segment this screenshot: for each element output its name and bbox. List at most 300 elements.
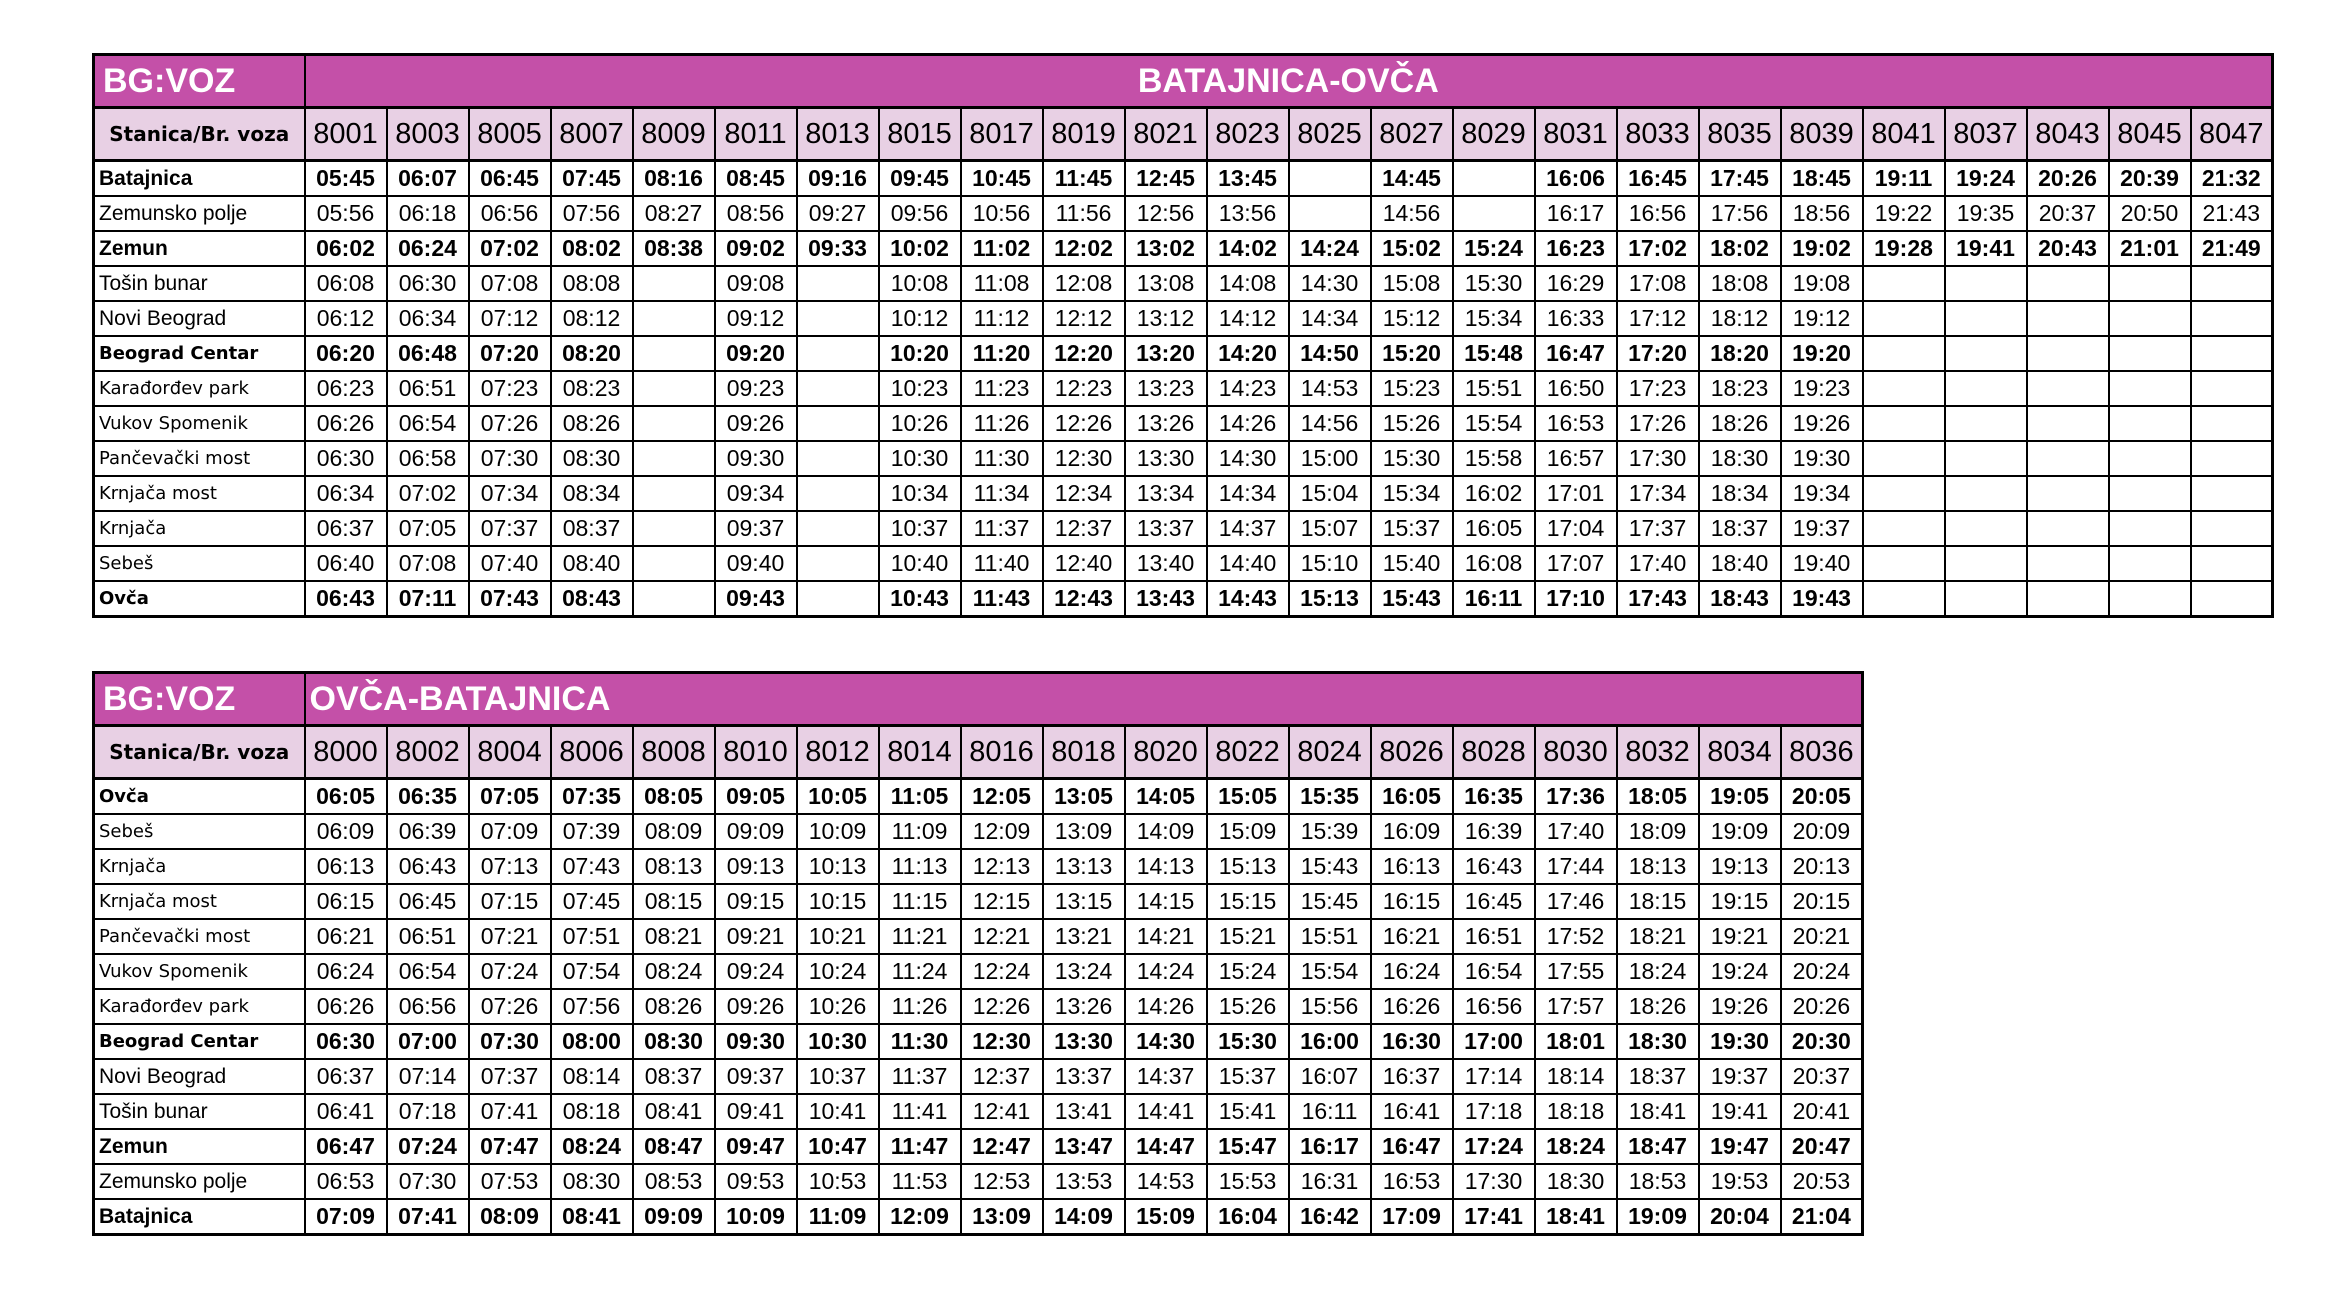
departure-time: 07:56 [551, 196, 633, 231]
departure-time: 18:24 [1617, 954, 1699, 989]
departure-time: 09:37 [715, 1059, 797, 1094]
departure-time: 06:47 [305, 1129, 387, 1164]
station-name: Krnjača [94, 511, 305, 546]
departure-time: 12:21 [961, 919, 1043, 954]
departure-time: 17:04 [1535, 511, 1617, 546]
departure-time: 19:21 [1699, 919, 1781, 954]
station-name: Tošin bunar [94, 266, 305, 301]
departure-time: 14:45 [1371, 161, 1453, 197]
departure-time [1945, 546, 2027, 581]
departure-time: 10:34 [879, 476, 961, 511]
departure-time: 18:37 [1617, 1059, 1699, 1094]
departure-time: 14:37 [1125, 1059, 1207, 1094]
departure-time: 06:02 [305, 231, 387, 266]
departure-time: 12:41 [961, 1094, 1043, 1129]
departure-time: 10:56 [961, 196, 1043, 231]
station-row-ovca [94, 779, 1863, 815]
departure-time: 11:30 [961, 441, 1043, 476]
departure-time: 08:00 [551, 1024, 633, 1059]
departure-time: 16:26 [1371, 989, 1453, 1024]
departure-time: 08:23 [551, 371, 633, 406]
departure-time: 19:53 [1699, 1164, 1781, 1199]
departure-time: 07:24 [469, 954, 551, 989]
departure-time: 06:12 [305, 301, 387, 336]
departure-time: 08:26 [633, 989, 715, 1024]
departure-time: 08:08 [551, 266, 633, 301]
departure-time: 07:43 [551, 849, 633, 884]
departure-time: 13:05 [1043, 779, 1125, 815]
departure-time: 07:30 [387, 1164, 469, 1199]
departure-time [1863, 511, 1945, 546]
departure-time: 16:13 [1371, 849, 1453, 884]
departure-time: 15:48 [1453, 336, 1535, 371]
departure-time [633, 406, 715, 441]
departure-time: 06:43 [387, 849, 469, 884]
departure-time: 16:47 [1535, 336, 1617, 371]
train-number-8017: 8017 [961, 108, 1043, 161]
departure-time: 06:45 [387, 884, 469, 919]
station-name: Tošin bunar [94, 1094, 305, 1129]
departure-time: 17:30 [1617, 441, 1699, 476]
departure-time: 20:24 [1781, 954, 1863, 989]
departure-time: 09:20 [715, 336, 797, 371]
departure-time: 19:09 [1617, 1199, 1699, 1235]
departure-time: 13:56 [1207, 196, 1289, 231]
departure-time: 08:30 [551, 1164, 633, 1199]
departure-time: 17:10 [1535, 581, 1617, 617]
departure-time: 06:24 [387, 231, 469, 266]
departure-time: 09:53 [715, 1164, 797, 1199]
departure-time: 20:53 [1781, 1164, 1863, 1199]
departure-time [2027, 371, 2109, 406]
departure-time: 06:26 [305, 406, 387, 441]
station-name: Krnjača [94, 849, 305, 884]
departure-time: 12:26 [1043, 406, 1125, 441]
departure-time: 13:37 [1043, 1059, 1125, 1094]
departure-time: 14:23 [1207, 371, 1289, 406]
departure-time: 16:02 [1453, 476, 1535, 511]
departure-time: 18:41 [1617, 1094, 1699, 1129]
departure-time: 19:15 [1699, 884, 1781, 919]
departure-time [2027, 336, 2109, 371]
departure-time: 10:05 [797, 779, 879, 815]
departure-time: 07:39 [551, 814, 633, 849]
departure-time: 13:23 [1125, 371, 1207, 406]
train-number-8028: 8028 [1453, 726, 1535, 779]
departure-time: 21:32 [2191, 161, 2273, 197]
departure-time: 20:26 [2027, 161, 2109, 197]
departure-time: 06:53 [305, 1164, 387, 1199]
departure-time: 17:02 [1617, 231, 1699, 266]
departure-time: 14:41 [1125, 1094, 1207, 1129]
departure-time: 11:20 [961, 336, 1043, 371]
departure-time [797, 406, 879, 441]
departure-time [633, 266, 715, 301]
title-band [94, 55, 2273, 108]
departure-time: 15:09 [1125, 1199, 1207, 1235]
departure-time: 10:13 [797, 849, 879, 884]
train-number-8022: 8022 [1207, 726, 1289, 779]
station-row-krnjaca-most [94, 884, 1863, 919]
departure-time: 07:54 [551, 954, 633, 989]
departure-time: 10:12 [879, 301, 961, 336]
departure-time [1945, 476, 2027, 511]
departure-time: 17:24 [1453, 1129, 1535, 1164]
departure-time: 21:49 [2191, 231, 2273, 266]
departure-time: 09:30 [715, 441, 797, 476]
station-row-batajnica [94, 1199, 1863, 1235]
departure-time: 08:20 [551, 336, 633, 371]
departure-time: 17:40 [1617, 546, 1699, 581]
departure-time: 12:53 [961, 1164, 1043, 1199]
departure-time: 17:40 [1535, 814, 1617, 849]
departure-time: 13:13 [1043, 849, 1125, 884]
departure-time: 17:37 [1617, 511, 1699, 546]
departure-time: 16:56 [1617, 196, 1699, 231]
departure-time: 06:34 [305, 476, 387, 511]
departure-time [633, 371, 715, 406]
departure-time: 07:05 [469, 779, 551, 815]
departure-time: 13:34 [1125, 476, 1207, 511]
departure-time: 10:24 [797, 954, 879, 989]
train-number-8013: 8013 [797, 108, 879, 161]
departure-time: 09:37 [715, 511, 797, 546]
departure-time: 16:50 [1535, 371, 1617, 406]
departure-time [1945, 406, 2027, 441]
station-row-batajnica [94, 161, 2273, 197]
departure-time [633, 546, 715, 581]
departure-time: 15:30 [1371, 441, 1453, 476]
train-number-8006: 8006 [551, 726, 633, 779]
departure-time: 08:34 [551, 476, 633, 511]
departure-time: 16:17 [1289, 1129, 1371, 1164]
departure-time [2109, 406, 2191, 441]
station-name: Ovča [94, 779, 305, 815]
departure-time: 07:26 [469, 406, 551, 441]
departure-time: 08:15 [633, 884, 715, 919]
departure-time: 17:55 [1535, 954, 1617, 989]
departure-time: 09:08 [715, 266, 797, 301]
departure-time: 20:39 [2109, 161, 2191, 197]
departure-time [2109, 546, 2191, 581]
departure-time: 19:40 [1781, 546, 1863, 581]
departure-time: 13:26 [1043, 989, 1125, 1024]
departure-time: 07:11 [387, 581, 469, 617]
departure-time: 11:02 [961, 231, 1043, 266]
departure-time: 19:34 [1781, 476, 1863, 511]
departure-time: 07:18 [387, 1094, 469, 1129]
departure-time: 15:40 [1371, 546, 1453, 581]
departure-time: 08:30 [633, 1024, 715, 1059]
train-number-8000: 8000 [305, 726, 387, 779]
station-name: Krnjača most [94, 884, 305, 919]
station-name: Krnjača most [94, 476, 305, 511]
station-name: Zemun [94, 1129, 305, 1164]
departure-time: 15:15 [1207, 884, 1289, 919]
departure-time: 08:18 [551, 1094, 633, 1129]
departure-time: 12:30 [1043, 441, 1125, 476]
departure-time: 09:43 [715, 581, 797, 617]
departure-time: 15:07 [1289, 511, 1371, 546]
departure-time: 20:15 [1781, 884, 1863, 919]
departure-time: 09:05 [715, 779, 797, 815]
train-number-8023: 8023 [1207, 108, 1289, 161]
departure-time: 17:00 [1453, 1024, 1535, 1059]
corner-header: Stanica/Br. voza [94, 726, 305, 779]
departure-time: 06:20 [305, 336, 387, 371]
departure-time [2109, 476, 2191, 511]
departure-time [1453, 161, 1535, 197]
departure-time [2191, 371, 2273, 406]
departure-time: 06:45 [469, 161, 551, 197]
departure-time: 15:35 [1289, 779, 1371, 815]
train-number-8002: 8002 [387, 726, 469, 779]
departure-time: 06:51 [387, 919, 469, 954]
departure-time: 07:43 [469, 581, 551, 617]
train-number-8035: 8035 [1699, 108, 1781, 161]
departure-time: 11:40 [961, 546, 1043, 581]
departure-time: 07:12 [469, 301, 551, 336]
departure-time: 06:54 [387, 954, 469, 989]
station-row-zemun [94, 1129, 1863, 1164]
departure-time [797, 266, 879, 301]
departure-time: 11:47 [879, 1129, 961, 1164]
departure-time [797, 336, 879, 371]
departure-time: 11:24 [879, 954, 961, 989]
departure-time: 16:24 [1371, 954, 1453, 989]
departure-time: 06:18 [387, 196, 469, 231]
departure-time: 17:09 [1371, 1199, 1453, 1235]
departure-time: 17:45 [1699, 161, 1781, 197]
departure-time: 17:56 [1699, 196, 1781, 231]
departure-time: 08:09 [633, 814, 715, 849]
departure-time [633, 301, 715, 336]
departure-time: 15:05 [1207, 779, 1289, 815]
station-row-zemun [94, 231, 2273, 266]
train-number-8005: 8005 [469, 108, 551, 161]
departure-time: 06:30 [305, 1024, 387, 1059]
departure-time: 10:15 [797, 884, 879, 919]
departure-time [1945, 441, 2027, 476]
station-row-tosin-bunar [94, 266, 2273, 301]
departure-time: 15:04 [1289, 476, 1371, 511]
departure-time: 07:51 [551, 919, 633, 954]
departure-time: 08:40 [551, 546, 633, 581]
departure-time: 12:45 [1125, 161, 1207, 197]
departure-time [1863, 441, 1945, 476]
departure-time: 08:37 [633, 1059, 715, 1094]
departure-time: 06:30 [387, 266, 469, 301]
departure-time: 16:11 [1453, 581, 1535, 617]
station-row-zemunsko-polje [94, 196, 2273, 231]
departure-time: 15:26 [1371, 406, 1453, 441]
departure-time: 08:38 [633, 231, 715, 266]
departure-time: 19:43 [1781, 581, 1863, 617]
departure-time: 08:09 [469, 1199, 551, 1235]
departure-time [1863, 371, 1945, 406]
departure-time: 06:58 [387, 441, 469, 476]
departure-time [1863, 406, 1945, 441]
train-number-8010: 8010 [715, 726, 797, 779]
train-number-8007: 8007 [551, 108, 633, 161]
train-number-8036: 8036 [1781, 726, 1863, 779]
departure-time: 18:15 [1617, 884, 1699, 919]
departure-time [2027, 511, 2109, 546]
departure-time: 11:05 [879, 779, 961, 815]
departure-time: 20:50 [2109, 196, 2191, 231]
departure-time: 06:35 [387, 779, 469, 815]
station-name: Beograd Centar [94, 336, 305, 371]
departure-time: 13:21 [1043, 919, 1125, 954]
departure-time [797, 476, 879, 511]
departure-time: 07:23 [469, 371, 551, 406]
departure-time: 12:08 [1043, 266, 1125, 301]
departure-time [633, 511, 715, 546]
departure-time: 07:37 [469, 511, 551, 546]
departure-time: 13:08 [1125, 266, 1207, 301]
departure-time: 13:40 [1125, 546, 1207, 581]
train-number-8021: 8021 [1125, 108, 1207, 161]
departure-time [1945, 301, 2027, 336]
departure-time: 14:53 [1125, 1164, 1207, 1199]
departure-time: 17:52 [1535, 919, 1617, 954]
departure-time [2027, 476, 2109, 511]
departure-time: 10:26 [879, 406, 961, 441]
departure-time: 15:26 [1207, 989, 1289, 1024]
departure-time: 17:01 [1535, 476, 1617, 511]
departure-time: 08:12 [551, 301, 633, 336]
departure-time: 16:09 [1371, 814, 1453, 849]
station-name: Batajnica [94, 161, 305, 197]
departure-time: 17:41 [1453, 1199, 1535, 1235]
departure-time: 08:05 [633, 779, 715, 815]
departure-time: 14:30 [1207, 441, 1289, 476]
station-row-krnjaca [94, 511, 2273, 546]
departure-time: 10:30 [879, 441, 961, 476]
departure-time: 19:12 [1781, 301, 1863, 336]
departure-time: 20:30 [1781, 1024, 1863, 1059]
departure-time: 16:23 [1535, 231, 1617, 266]
station-row-beograd-centar [94, 1024, 1863, 1059]
departure-time: 12:02 [1043, 231, 1125, 266]
departure-time: 07:37 [469, 1059, 551, 1094]
departure-time: 16:51 [1453, 919, 1535, 954]
train-number-8043: 8043 [2027, 108, 2109, 161]
departure-time: 18:30 [1699, 441, 1781, 476]
departure-time: 13:41 [1043, 1094, 1125, 1129]
departure-time [1289, 161, 1371, 197]
departure-time: 07:08 [469, 266, 551, 301]
departure-time: 06:07 [387, 161, 469, 197]
departure-time [1945, 266, 2027, 301]
departure-time: 12:09 [879, 1199, 961, 1235]
departure-time: 07:41 [387, 1199, 469, 1235]
departure-time [2109, 301, 2191, 336]
timetable-ovca-batajnica [92, 671, 1864, 1236]
departure-time: 16:05 [1371, 779, 1453, 815]
departure-time: 18:37 [1699, 511, 1781, 546]
departure-time: 07:40 [469, 546, 551, 581]
departure-time: 07:02 [387, 476, 469, 511]
departure-time: 15:43 [1289, 849, 1371, 884]
departure-time: 15:02 [1371, 231, 1453, 266]
departure-time: 18:40 [1699, 546, 1781, 581]
departure-time: 20:37 [2027, 196, 2109, 231]
train-number-8029: 8029 [1453, 108, 1535, 161]
departure-time: 07:09 [305, 1199, 387, 1235]
departure-time: 14:30 [1289, 266, 1371, 301]
departure-time: 06:51 [387, 371, 469, 406]
departure-time: 09:09 [715, 814, 797, 849]
station-name: Novi Beograd [94, 301, 305, 336]
departure-time: 14:34 [1289, 301, 1371, 336]
departure-time [2191, 546, 2273, 581]
departure-time: 15:09 [1207, 814, 1289, 849]
departure-time: 06:05 [305, 779, 387, 815]
departure-time: 16:07 [1289, 1059, 1371, 1094]
departure-time: 15:23 [1371, 371, 1453, 406]
departure-time [1863, 301, 1945, 336]
departure-time: 19:35 [1945, 196, 2027, 231]
departure-time: 09:40 [715, 546, 797, 581]
departure-time: 06:39 [387, 814, 469, 849]
station-name: Ovča [94, 581, 305, 617]
departure-time: 12:24 [961, 954, 1043, 989]
departure-time: 09:26 [715, 989, 797, 1024]
departure-time: 17:44 [1535, 849, 1617, 884]
departure-time: 08:45 [715, 161, 797, 197]
departure-time [2109, 581, 2191, 617]
departure-time [1453, 196, 1535, 231]
station-name: Novi Beograd [94, 1059, 305, 1094]
departure-time: 16:29 [1535, 266, 1617, 301]
departure-time: 19:20 [1781, 336, 1863, 371]
departure-time: 11:23 [961, 371, 1043, 406]
departure-time: 10:08 [879, 266, 961, 301]
departure-time: 12:05 [961, 779, 1043, 815]
departure-time: 08:30 [551, 441, 633, 476]
departure-time: 16:42 [1289, 1199, 1371, 1235]
departure-time: 19:08 [1781, 266, 1863, 301]
departure-time: 10:30 [797, 1024, 879, 1059]
departure-time: 08:14 [551, 1059, 633, 1094]
departure-time: 16:15 [1371, 884, 1453, 919]
station-row-krnjaca-most [94, 476, 2273, 511]
departure-time: 11:41 [879, 1094, 961, 1129]
departure-time: 06:54 [387, 406, 469, 441]
departure-time: 15:43 [1371, 581, 1453, 617]
departure-time: 18:26 [1617, 989, 1699, 1024]
station-row-vukov-spomenik [94, 954, 1863, 989]
departure-time: 12:20 [1043, 336, 1125, 371]
departure-time: 14:09 [1125, 814, 1207, 849]
departure-time: 15:08 [1371, 266, 1453, 301]
station-name: Zemun [94, 231, 305, 266]
departure-time: 09:21 [715, 919, 797, 954]
departure-time [2027, 581, 2109, 617]
departure-time: 17:30 [1453, 1164, 1535, 1199]
departure-time: 07:45 [551, 161, 633, 197]
departure-time: 20:26 [1781, 989, 1863, 1024]
departure-time: 12:12 [1043, 301, 1125, 336]
station-name: Zemunsko polje [94, 196, 305, 231]
brand-label: BG:VOZ [94, 673, 305, 726]
departure-time: 11:26 [961, 406, 1043, 441]
departure-time: 19:37 [1699, 1059, 1781, 1094]
train-number-8004: 8004 [469, 726, 551, 779]
departure-time: 07:47 [469, 1129, 551, 1164]
departure-time: 10:37 [879, 511, 961, 546]
